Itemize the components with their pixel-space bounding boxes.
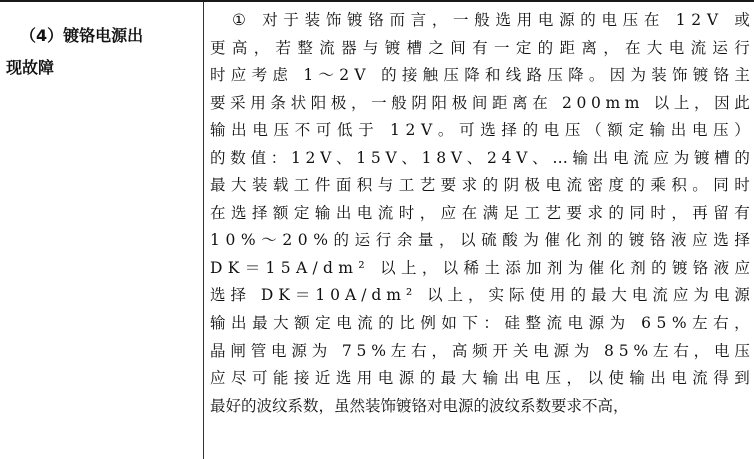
row-label-cell xyxy=(0,2,203,84)
content-line: 的 数 值 ： 1 2 V 、 1 5 V 、 1 8 V 、 2 4 V 、 … 输 出 电 流 应 为 镀 槽 的 xyxy=(210,148,750,167)
content-line: 输 出 最 大 额 定 电 流 的 比 例 如 下 ： 硅 整 流 电 源 为 6 5 % 左 右 ， xyxy=(210,314,750,333)
content-line: ① 对 于 装 饰 镀 铬 而 言 ， 一 般 选 用 电 源 的 电 压 在 1 2 V 或 xyxy=(232,11,750,29)
content-line: 更 高 ， 若 整 流 器 与 镀 槽 之 间 有 一 定 的 距 离 ， 在 大 电 流 运 行 xyxy=(210,38,750,57)
content-line: D K ＝ 1 5 A / d m ² 以 上 ， 以 稀 土 添 加 剂 为 催 化 剂 的 镀 铬 液 应 xyxy=(210,258,750,277)
content-line: 在 选 择 额 定 输 出 电 流 时 ， 应 在 满 足 工 艺 要 求 的 同 时 ， 再 留 有 xyxy=(210,203,750,222)
column-divider xyxy=(203,2,204,459)
content-line: 选 择 D K ＝ 1 0 A / d m ² 以 上 ， 实 际 使 用 的 最 大 电 流 应 为 电 源 xyxy=(210,286,750,305)
content-line: 晶 闸 管 电 源 为 7 5 % 左 右 ， 高 频 开 关 电 源 为 8 5 % 左 右 ， 电 压 xyxy=(210,341,750,360)
content-line: 输 出 电 压 不 可 低 于 1 2 V 。 可 选 择 的 电 压 （ 额 定 输 出 电 压 ） xyxy=(210,121,750,140)
content-line: 1 0 % ～ 2 0 % 的 运 行 余 量 ， 以 硫 酸 为 催 化 剂 的 镀 铬 液 应 选 择 xyxy=(210,231,750,250)
content-line: 最 大 装 载 工 件 面 积 与 工 艺 要 求 的 阴 极 电 流 密 度 的 乘 积 。 同 时 xyxy=(210,176,750,195)
content-line: 最好的波纹系数，虽然装饰镀铬对电源的波纹系数要求不高， xyxy=(210,396,629,415)
content-line: 应 尽 可 能 接 近 选 用 电 源 的 最 大 输 出 电 压 ， 以 使 输 出 电 流 得 到 xyxy=(210,369,750,388)
content-cell xyxy=(210,7,750,420)
content-line: 时 应 考 虑 1 ～ 2 V 的 接 触 压 降 和 线 路 压 降 。 因 为 装 饰 镀 铬 主 xyxy=(210,66,750,85)
row-label-line-2: 现故障 xyxy=(6,58,55,77)
row-label-line-1: （4）镀铬电源出 xyxy=(20,26,144,45)
content-line: 要 采 用 条 状 阳 极 ， 一 般 阴 阳 极 间 距 离 在 2 0 0 m m 以 上 ， 因 此 xyxy=(210,93,750,112)
